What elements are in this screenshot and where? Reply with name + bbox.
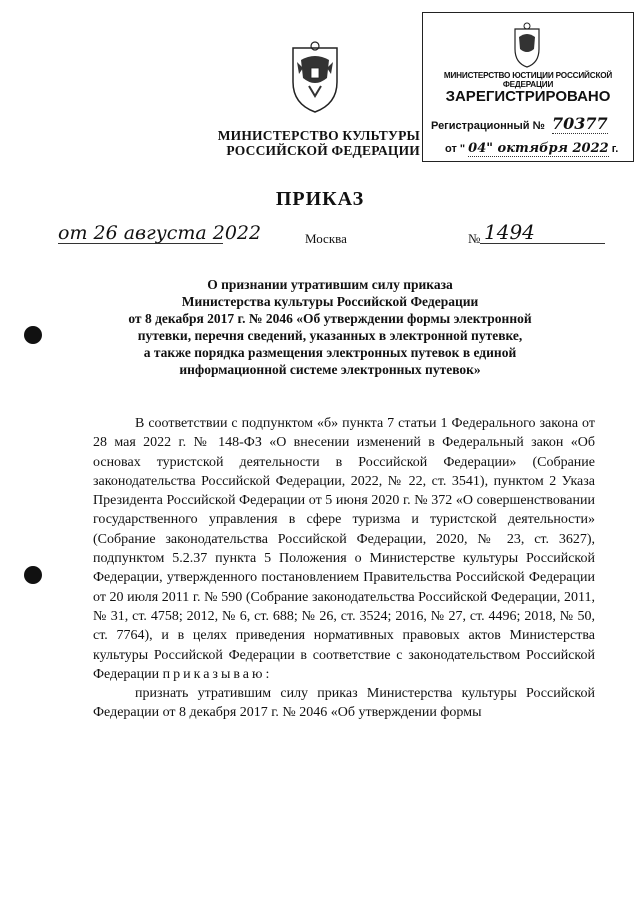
heading-line: информационной системе электронных путевок» [179,362,481,377]
ministry-name-line2: РОССИЙСКОЙ ФЕДЕРАЦИИ [226,143,420,158]
stamp-date-prefix: от " [445,143,466,155]
order-date: от 26 августа 2022 [58,222,262,244]
stamp-date-suffix: г. [611,143,619,155]
punch-hole [24,326,42,344]
ministry-name-line1: МИНИСТЕРСТВО КУЛЬТУРЫ [217,128,420,143]
coat-of-arms-emblem [287,38,343,114]
heading-line: а также порядка размещения электронных путевок в единой [143,345,517,360]
order-city: Москва [305,231,347,246]
date-underline [58,243,223,244]
registration-stamp [422,12,634,162]
body-paragraph-1 [93,414,595,684]
stamp-reg-label: Регистрационный № [431,120,545,132]
heading-line: путевки, перечня сведений, указанных в электронной путевке, [137,328,523,343]
document-body [93,414,595,723]
punch-hole [24,566,42,584]
command-word: приказываю: [162,666,273,682]
paragraph-1-text: В соответствии с подпунктом «б» пункта 7 статьи 1 Федерального закона от 28 мая 2022 г. № 148-ФЗ «О внесении изменений в Федеральный закон «Об основах туристской деятельности в Российской Федерации» (Собрание законодательства Российской Федерации, 2022, № 22, ст. 3541), пунктом 2 Указа Президента Российской Федерации от 5 июня 2020 г. № 372 «О совершенствовании государственного управления в сфере туризма и туристской деятельности» (Собрание законодательства Российской Федерации, 2020, № 23, ст. 3627), подпунктом 5.2.37 пункта 5 Положения о Министерстве культуры Российской Федерации, утвержденного постановлением Правительства Российской Федерации от 20 июля 2011 г. № 590 (Собрание законодательства Российской Федерации, 2011, № 31, ст. 4758; 2012, № 6, ст. 688; № 26, ст. 3524; 2016, № 27, ст. 4496; 2018, № 50, ст. 7764), и в целях приведения нормативных правовых актов Министерства культуры Российской Федерации в соответствие с законодательством Российской Федерации [93,416,595,682]
stamp-date-row [445,141,618,156]
stamp-status: ЗАРЕГИСТРИРОВАНО [445,88,611,105]
stamp-reg-row [431,114,608,133]
order-number-label: № [468,231,481,246]
stamp-reg-number: 70377 [551,114,608,133]
document-title: ПРИКАЗ [275,188,365,210]
body-paragraph-2: признать утратившим силу приказ Министерства культуры Российской Федерации от 8 декабря 2017 г. № 2046 «Об утверждении формы [93,686,595,721]
heading-line: Министерства культуры Российской Федерации [181,294,479,309]
heading-line: О признании утратившим силу приказа [207,277,453,292]
stamp-organization: МИНИСТЕРСТВО ЮСТИЦИИ РОССИЙСКОЙ ФЕДЕРАЦИИ [443,71,613,89]
ministry-name [190,128,420,158]
number-underline [480,243,605,244]
order-heading [90,276,570,378]
stamp-emblem-icon [509,21,545,69]
order-number: 1494 [484,220,535,244]
stamp-date-value: 04" октября 2022 [468,141,609,156]
heading-line: от 8 декабря 2017 г. № 2046 «Об утверждении формы электронной [128,311,532,326]
